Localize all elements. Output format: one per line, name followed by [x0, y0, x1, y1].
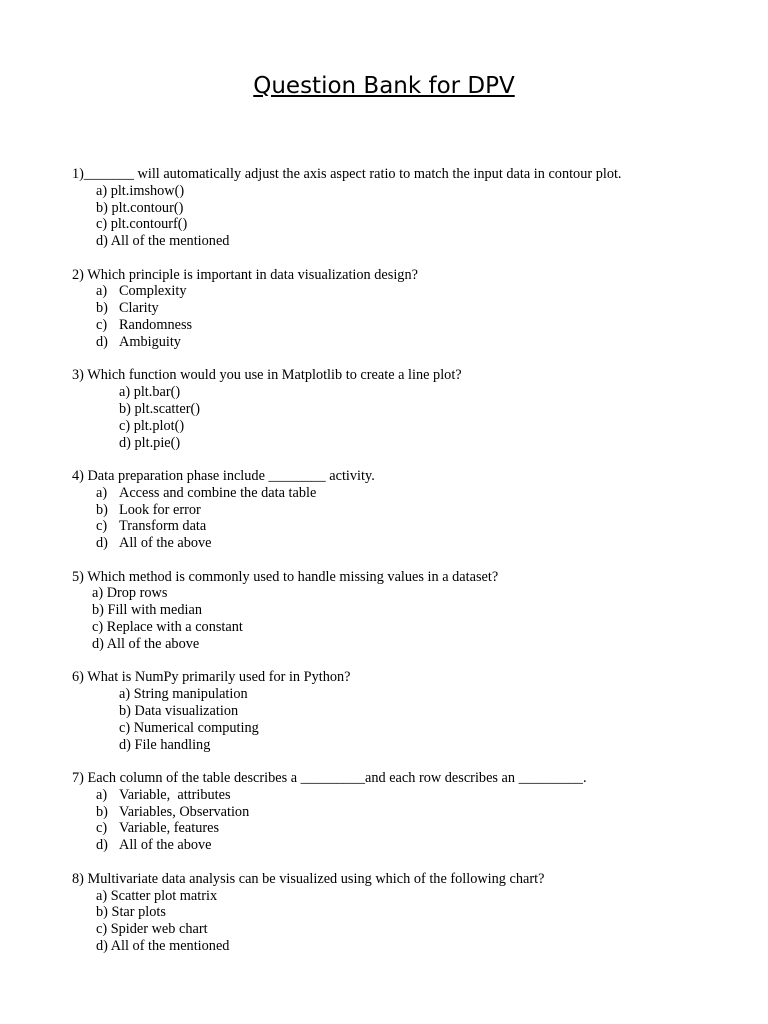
- question-stem: 3) Which function would you use in Matplotlib to create a line plot?: [72, 367, 462, 384]
- option-mark: d): [96, 535, 108, 552]
- option-text: Fill with median: [107, 602, 203, 619]
- option-text: plt.contourf(): [110, 216, 188, 233]
- option-text: plt.scatter(): [134, 400, 200, 417]
- option-text: Numerical computing: [133, 719, 259, 736]
- option-mark: a): [119, 686, 131, 703]
- question-5: [72, 569, 752, 653]
- question-7: [72, 770, 752, 854]
- question-stem: 6) What is NumPy primarily used for in Python?: [72, 669, 351, 686]
- option-mark: c): [96, 317, 108, 334]
- option-mark: b): [96, 300, 108, 317]
- option-mark: d): [96, 333, 108, 350]
- option-text: All of the mentioned: [110, 233, 230, 250]
- option-mark: d): [96, 837, 108, 854]
- option-mark: a): [96, 484, 108, 501]
- option-mark: d): [119, 736, 131, 753]
- option-mark: b): [96, 501, 108, 518]
- question-stem: 8) Multivariate data analysis can be visualized using which of the following chart?: [72, 870, 545, 887]
- option-text: Replace with a constant: [106, 619, 243, 636]
- option-text: Variable, features: [119, 820, 220, 837]
- option-mark: a): [92, 585, 104, 602]
- question-4: [72, 468, 752, 552]
- option-d: [72, 636, 752, 653]
- option-mark: b): [92, 602, 104, 619]
- option-text: File handling: [134, 736, 211, 753]
- option-text: Drop rows: [106, 585, 168, 602]
- option-text: Data visualization: [134, 702, 239, 719]
- question-2: [72, 267, 752, 351]
- option-mark: b): [119, 400, 131, 417]
- option-text: Complexity: [119, 283, 187, 300]
- question-stem: 1)_______ will automatically adjust the axis aspect ratio to match the input data in contour plot.: [72, 166, 622, 182]
- option-b: [72, 703, 752, 720]
- option-mark: d): [119, 434, 131, 451]
- option-text: Access and combine the data table: [119, 484, 317, 501]
- option-mark: c): [119, 417, 131, 434]
- option-a: [72, 787, 752, 804]
- option-text: plt.plot(): [133, 417, 185, 434]
- option-mark: a): [96, 887, 108, 904]
- option-mark: c): [119, 719, 131, 736]
- option-mark: d): [96, 233, 108, 250]
- option-d: [72, 938, 752, 955]
- option-text: plt.imshow(): [110, 182, 185, 199]
- question-1: [72, 166, 752, 250]
- option-c: [72, 518, 752, 535]
- option-a: [72, 585, 752, 602]
- option-mark: d): [96, 937, 108, 954]
- option-a: [72, 686, 752, 703]
- option-mark: c): [96, 518, 108, 535]
- question-6: [72, 669, 752, 753]
- option-c: [72, 921, 752, 938]
- option-mark: c): [96, 921, 108, 938]
- question-stem: 2) Which principle is important in data visualization design?: [72, 266, 418, 283]
- option-a: [72, 888, 752, 905]
- option-d: [72, 233, 752, 250]
- question-8: [72, 871, 752, 955]
- option-text: Transform data: [119, 518, 207, 535]
- option-d: [72, 837, 752, 854]
- question-3: [72, 367, 752, 451]
- option-c: [72, 216, 752, 233]
- option-text: Ambiguity: [119, 333, 181, 350]
- option-mark: b): [119, 702, 131, 719]
- option-text: Look for error: [119, 501, 201, 518]
- option-text: plt.bar(): [133, 384, 181, 401]
- option-c: [72, 720, 752, 737]
- option-b: [72, 602, 752, 619]
- option-text: String manipulation: [133, 686, 248, 703]
- question-stem: 4) Data preparation phase include ________ activity.: [72, 468, 375, 485]
- option-b: [72, 502, 752, 519]
- option-mark: c): [96, 820, 108, 837]
- option-d: [72, 435, 752, 452]
- option-text: plt.pie(): [134, 434, 181, 451]
- page-title: Question Bank for DPV: [253, 73, 515, 99]
- option-c: [72, 820, 752, 837]
- option-mark: c): [92, 619, 104, 636]
- option-text: Spider web chart: [110, 921, 208, 938]
- option-c: [72, 418, 752, 435]
- option-b: [72, 804, 752, 821]
- option-b: [72, 904, 752, 921]
- option-text: Clarity: [119, 300, 159, 317]
- option-a: [72, 384, 752, 401]
- option-text: All of the above: [106, 635, 200, 652]
- option-text: Scatter plot matrix: [110, 887, 218, 904]
- option-mark: c): [96, 216, 108, 233]
- option-mark: b): [96, 199, 108, 216]
- option-text: All of the mentioned: [110, 937, 230, 954]
- option-text: Randomness: [119, 317, 193, 334]
- option-mark: b): [96, 904, 108, 921]
- option-d: [72, 535, 752, 552]
- option-text: Star plots: [111, 904, 166, 921]
- option-text: All of the above: [119, 535, 212, 552]
- option-c: [72, 317, 752, 334]
- option-text: Variable, attributes: [119, 786, 231, 803]
- option-c: [72, 619, 752, 636]
- question-list: [72, 166, 752, 971]
- option-b: [72, 401, 752, 418]
- option-a: [72, 283, 752, 300]
- option-a: [72, 183, 752, 200]
- option-mark: d): [92, 635, 104, 652]
- question-stem: 7) Each column of the table describes a _________and each row describes an _________.: [72, 770, 587, 787]
- option-b: [72, 300, 752, 317]
- question-stem: 5) Which method is commonly used to handle missing values in a dataset?: [72, 568, 499, 585]
- option-d: [72, 737, 752, 754]
- option-d: [72, 334, 752, 351]
- option-mark: a): [96, 182, 108, 199]
- option-a: [72, 485, 752, 502]
- option-mark: a): [96, 786, 108, 803]
- option-text: Variables, Observation: [119, 803, 250, 820]
- option-text: All of the above: [119, 837, 212, 854]
- option-text: plt.contour(): [111, 199, 184, 216]
- option-mark: a): [96, 283, 108, 300]
- option-mark: a): [119, 384, 131, 401]
- option-b: [72, 200, 752, 217]
- option-mark: b): [96, 803, 108, 820]
